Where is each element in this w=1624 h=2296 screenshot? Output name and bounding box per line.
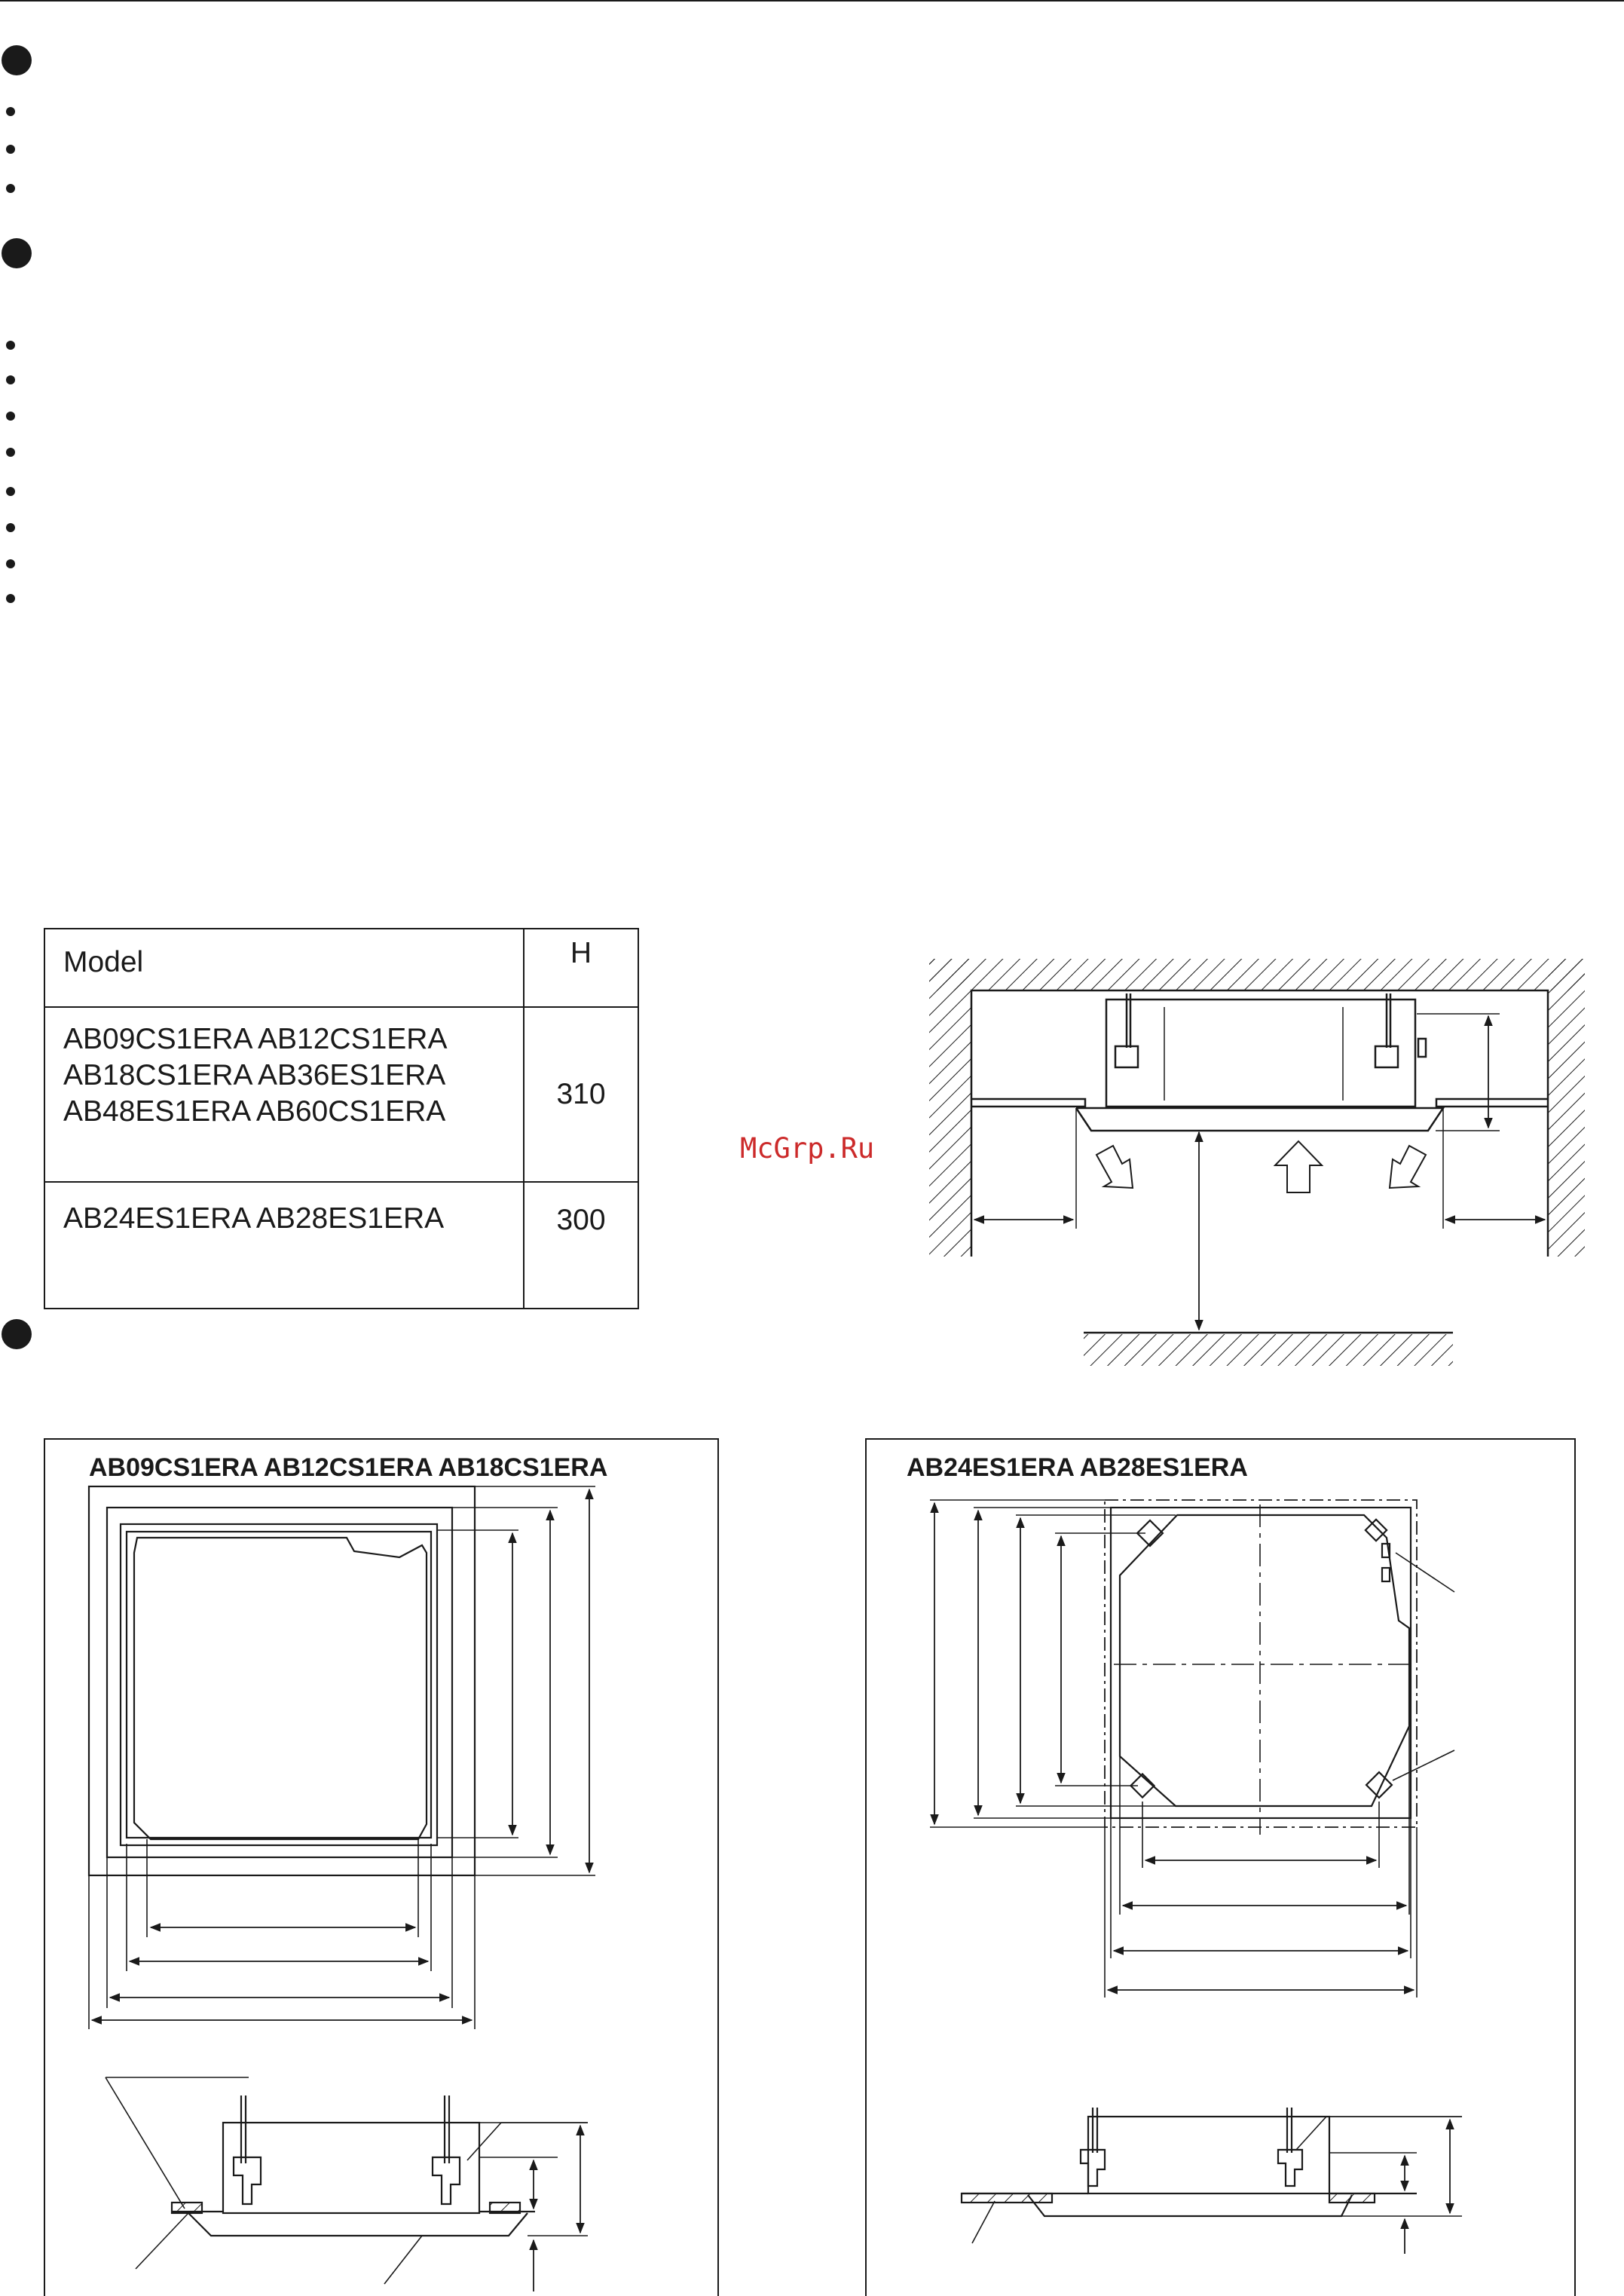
height-value: 310 (524, 1007, 638, 1182)
model-line: AB18CS1ERA AB36ES1ERA (63, 1059, 446, 1091)
model-line: AB48ES1ERA AB60CS1ERA (63, 1095, 446, 1128)
panel-outline-dashed (1105, 1500, 1417, 1827)
model-line: AB24ES1ERA AB28ES1ERA (63, 1202, 445, 1235)
header-h: H (524, 929, 638, 1007)
left-panel-title: AB09CS1ERA AB12CS1ERA AB18CS1ERA (89, 1453, 608, 1482)
header-model: Model (44, 929, 524, 1007)
unit-body (1120, 1515, 1409, 1806)
unit-outline (1111, 1508, 1411, 1818)
right-panel-title: AB24ES1ERA AB28ES1ERA (907, 1453, 1248, 1482)
right-side-section (962, 2108, 1462, 2254)
watermark: McGrp.Ru (740, 1132, 875, 1165)
height-value: 300 (524, 1182, 638, 1309)
model-line: AB09CS1ERA AB12CS1ERA (63, 1023, 448, 1055)
